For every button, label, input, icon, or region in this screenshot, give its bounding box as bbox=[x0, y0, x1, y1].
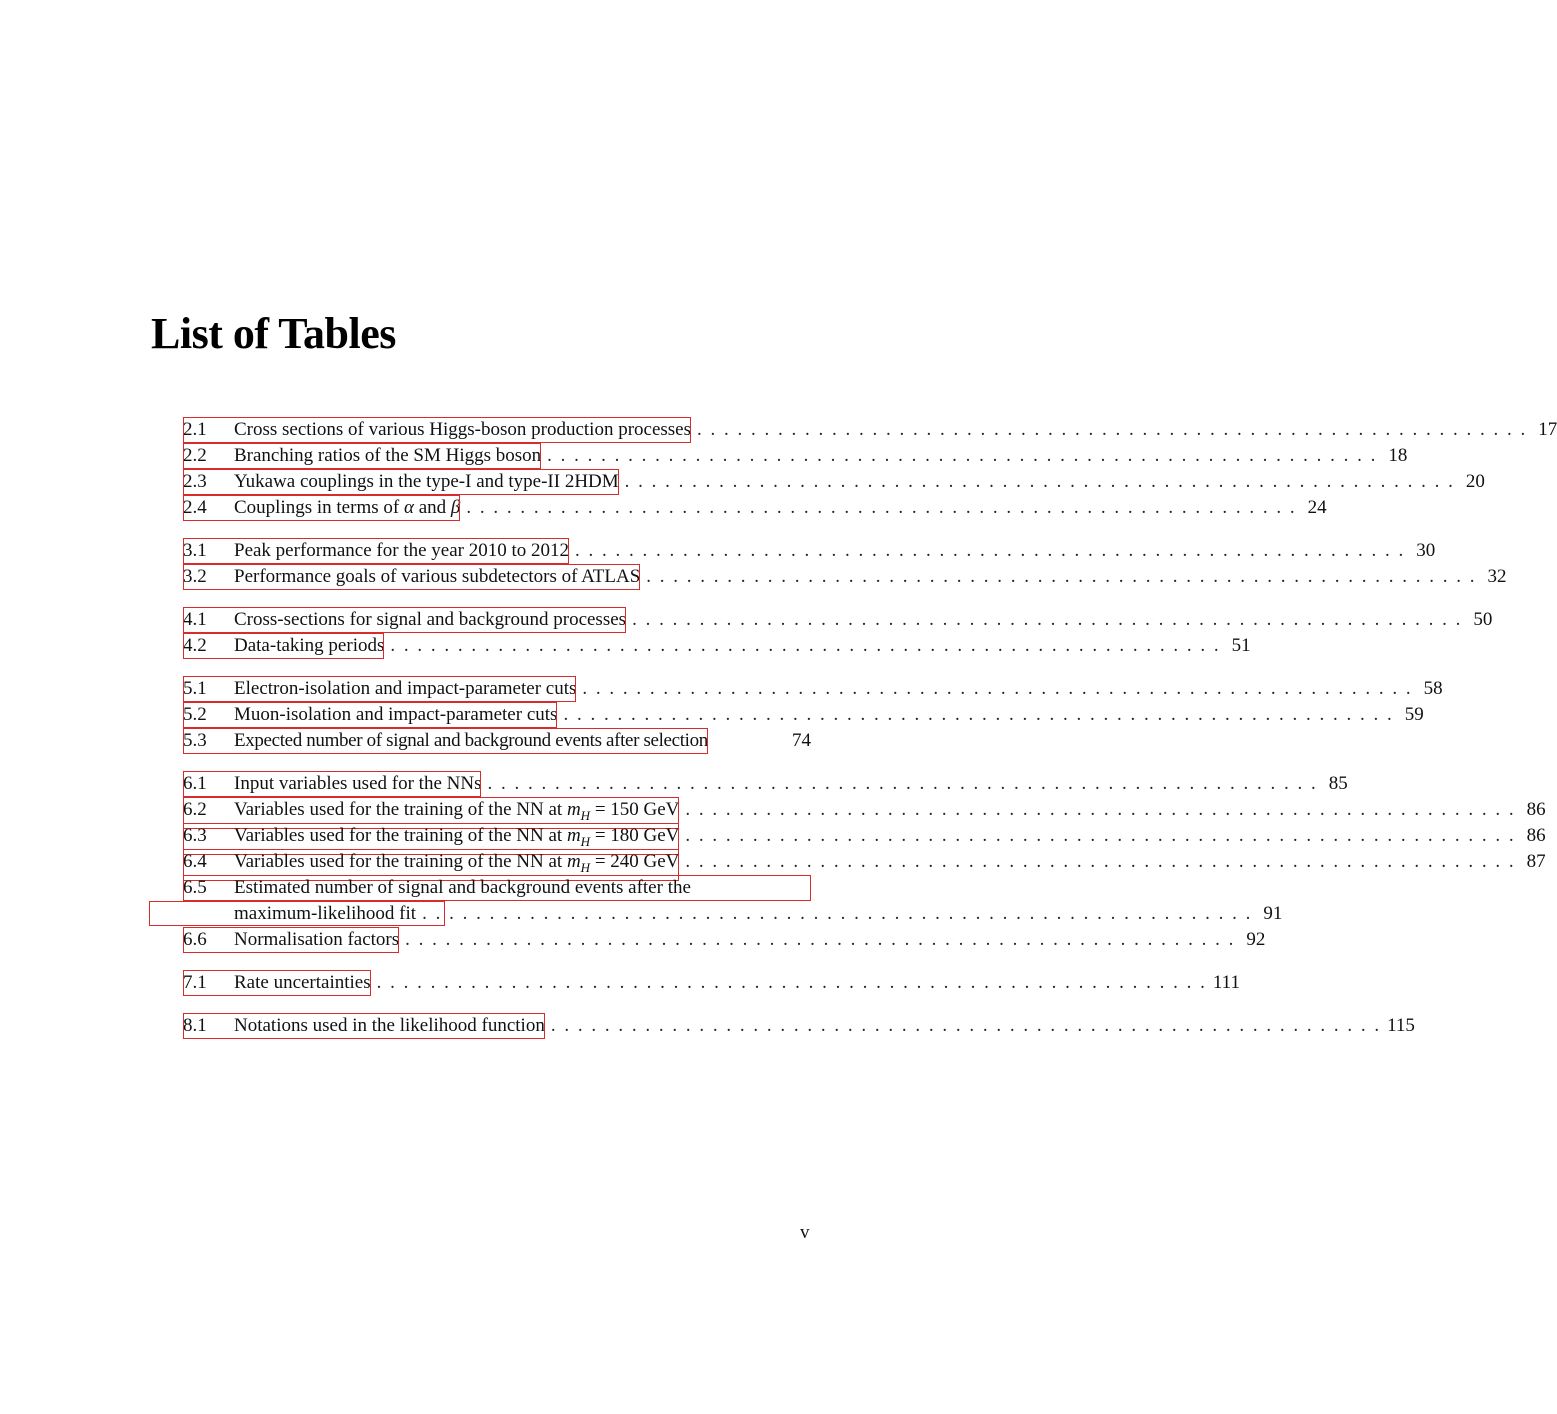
page-ref: 58 bbox=[1423, 678, 1443, 699]
page-ref: 59 bbox=[1404, 704, 1424, 725]
dot-leader bbox=[547, 443, 1377, 469]
toc-entry-5-3[interactable] bbox=[183, 728, 811, 754]
table-number: 6.1 bbox=[183, 773, 207, 794]
table-number: 3.2 bbox=[183, 566, 207, 587]
toc-link-6-1[interactable] bbox=[183, 771, 481, 797]
toc-link-5-3[interactable] bbox=[183, 728, 708, 754]
table-number: 5.3 bbox=[183, 730, 207, 751]
toc-entry-2-4[interactable] bbox=[183, 495, 1327, 521]
page-ref: 87 bbox=[1526, 851, 1546, 872]
beta-symbol: β bbox=[450, 497, 461, 518]
page-title: List of Tables bbox=[151, 309, 396, 358]
toc-group-chapter-8 bbox=[183, 1013, 1415, 1039]
page-ref: 91 bbox=[1263, 903, 1283, 924]
toc-entry-6-2[interactable] bbox=[183, 797, 1546, 823]
table-caption: Data-taking periods bbox=[234, 635, 385, 656]
dot-leader bbox=[405, 927, 1235, 953]
mass-subscript: H bbox=[580, 807, 591, 823]
mass-subscript: H bbox=[580, 833, 591, 849]
page-ref: 111 bbox=[1212, 972, 1240, 993]
page-ref: 51 bbox=[1231, 635, 1251, 656]
toc-entry-4-1[interactable] bbox=[183, 607, 1493, 633]
page-ref: 18 bbox=[1388, 445, 1408, 466]
toc-link-2-3[interactable] bbox=[183, 469, 619, 495]
dot-leader bbox=[625, 469, 1455, 495]
toc-entry-2-3[interactable] bbox=[183, 469, 1485, 495]
table-caption: Yukawa couplings in the type-I and type-II 2HDM bbox=[234, 471, 619, 492]
table-number: 8.1 bbox=[183, 1015, 207, 1036]
toc-link-3-1[interactable] bbox=[183, 538, 569, 564]
table-caption: Input variables used for the NNs bbox=[234, 773, 482, 794]
table-caption-connector: and bbox=[413, 497, 451, 518]
toc-group-chapter-2 bbox=[183, 417, 1557, 521]
toc-group-chapter-6 bbox=[183, 771, 1546, 953]
table-number: 3.1 bbox=[183, 540, 207, 561]
toc-entry-2-1[interactable] bbox=[183, 417, 1557, 443]
table-number: 6.6 bbox=[183, 929, 207, 950]
mass-value: = 180 GeV bbox=[590, 825, 680, 846]
toc-link-3-2[interactable] bbox=[183, 564, 640, 590]
toc-link-2-2[interactable] bbox=[183, 443, 541, 469]
table-number: 6.5 bbox=[183, 877, 207, 898]
toc-entry-3-2[interactable] bbox=[183, 564, 1507, 590]
mass-symbol: m bbox=[566, 799, 581, 820]
table-caption: Variables used for the training of the NN at bbox=[234, 825, 567, 846]
table-number: 5.2 bbox=[183, 704, 207, 725]
table-caption: Expected number of signal and background events after selection bbox=[234, 730, 708, 751]
table-number: 6.4 bbox=[183, 851, 207, 872]
table-caption: Cross-sections for signal and background processes bbox=[234, 609, 627, 630]
toc-entry-7-1[interactable] bbox=[183, 970, 1240, 996]
page-ref: 32 bbox=[1487, 566, 1507, 587]
dot-leader bbox=[575, 538, 1405, 564]
toc-group-chapter-5 bbox=[183, 676, 1443, 754]
table-number: 4.2 bbox=[183, 635, 207, 656]
table-caption-continued: maximum-likelihood fit bbox=[234, 903, 417, 924]
table-caption: Couplings in terms of bbox=[234, 497, 404, 518]
toc-link-4-1[interactable] bbox=[183, 607, 626, 633]
page-ref: 30 bbox=[1416, 540, 1436, 561]
toc-group-chapter-3 bbox=[183, 538, 1507, 590]
list-of-tables bbox=[183, 417, 1557, 1056]
table-number: 5.1 bbox=[183, 678, 207, 699]
toc-entry-6-4[interactable] bbox=[183, 849, 1546, 875]
mass-value: = 240 GeV bbox=[590, 851, 680, 872]
table-caption: Cross sections of various Higgs-boson production processes bbox=[234, 419, 692, 440]
table-caption: Normalisation factors bbox=[234, 929, 400, 950]
toc-link-5-1[interactable] bbox=[183, 676, 576, 702]
toc-link-8-1[interactable] bbox=[183, 1013, 545, 1039]
toc-link-7-1[interactable] bbox=[183, 970, 371, 996]
dot-leader bbox=[377, 970, 1207, 996]
page-ref: 74 bbox=[792, 730, 811, 751]
table-caption: Performance goals of various subdetectors of ATLAS bbox=[234, 566, 641, 587]
dot-leader bbox=[422, 901, 1252, 927]
table-caption: Variables used for the training of the NN at bbox=[234, 851, 567, 872]
table-caption: Rate uncertainties bbox=[234, 972, 371, 993]
toc-link-5-2[interactable] bbox=[183, 702, 557, 728]
toc-group-chapter-4 bbox=[183, 607, 1493, 659]
link-box-continuation[interactable] bbox=[149, 901, 445, 926]
toc-entry-5-2[interactable] bbox=[183, 702, 1424, 728]
toc-entry-6-6[interactable] bbox=[183, 927, 1266, 953]
dot-leader bbox=[697, 417, 1527, 443]
page-ref: 92 bbox=[1246, 929, 1266, 950]
toc-entry-2-2[interactable] bbox=[183, 443, 1408, 469]
dot-leader bbox=[685, 797, 1515, 823]
toc-entry-6-1[interactable] bbox=[183, 771, 1348, 797]
page-ref: 86 bbox=[1526, 825, 1546, 846]
dot-leader bbox=[466, 495, 1296, 521]
mass-symbol: m bbox=[566, 825, 581, 846]
table-number: 2.4 bbox=[183, 497, 207, 518]
toc-entry-5-1[interactable] bbox=[183, 676, 1443, 702]
dot-leader bbox=[551, 1013, 1381, 1039]
table-caption: Variables used for the training of the NN at bbox=[234, 799, 567, 820]
toc-link-2-4[interactable] bbox=[183, 495, 460, 521]
toc-entry-4-2[interactable] bbox=[183, 633, 1251, 659]
mass-value: = 150 GeV bbox=[590, 799, 680, 820]
table-number: 6.2 bbox=[183, 799, 207, 820]
table-number: 6.3 bbox=[183, 825, 207, 846]
dot-leader bbox=[390, 633, 1220, 659]
toc-group-chapter-7 bbox=[183, 970, 1240, 996]
dot-leader bbox=[646, 564, 1476, 590]
toc-entry-3-1[interactable] bbox=[183, 538, 1436, 564]
page-ref: 85 bbox=[1328, 773, 1348, 794]
toc-link-2-1[interactable] bbox=[183, 417, 691, 443]
table-number: 2.3 bbox=[183, 471, 207, 492]
table-number: 7.1 bbox=[183, 972, 207, 993]
dot-leader bbox=[685, 849, 1515, 875]
toc-entry-8-1[interactable] bbox=[183, 1013, 1415, 1039]
mass-subscript: H bbox=[580, 859, 591, 875]
alpha-symbol: α bbox=[403, 497, 414, 518]
toc-link-6-5[interactable] bbox=[183, 875, 811, 901]
page-ref: 20 bbox=[1465, 471, 1485, 492]
page-number: v bbox=[800, 1222, 810, 1243]
dot-leader bbox=[487, 771, 1317, 797]
dot-leader bbox=[563, 702, 1393, 728]
page-ref: 86 bbox=[1526, 799, 1546, 820]
page-ref: 24 bbox=[1307, 497, 1327, 518]
toc-entry-6-5[interactable] bbox=[183, 875, 1283, 927]
table-caption: Branching ratios of the SM Higgs boson bbox=[234, 445, 542, 466]
table-caption: Muon-isolation and impact-parameter cuts bbox=[234, 704, 558, 725]
table-number: 4.1 bbox=[183, 609, 207, 630]
page-ref: 115 bbox=[1387, 1015, 1415, 1036]
dot-leader bbox=[632, 607, 1462, 633]
toc-entry-6-3[interactable] bbox=[183, 823, 1546, 849]
table-number: 2.1 bbox=[183, 419, 207, 440]
table-number: 2.2 bbox=[183, 445, 207, 466]
toc-link-6-6[interactable] bbox=[183, 927, 399, 953]
toc-link-4-2[interactable] bbox=[183, 633, 384, 659]
mass-symbol: m bbox=[566, 851, 581, 872]
dot-leader bbox=[685, 823, 1515, 849]
table-caption: Estimated number of signal and background events after the bbox=[234, 877, 691, 898]
table-caption: Peak performance for the year 2010 to 2012 bbox=[234, 540, 570, 561]
page-ref: 17 bbox=[1538, 419, 1557, 440]
table-caption: Notations used in the likelihood function bbox=[234, 1015, 545, 1036]
dot-leader bbox=[582, 676, 1412, 702]
table-caption: Electron-isolation and impact-parameter cuts bbox=[234, 678, 577, 699]
page-ref: 50 bbox=[1473, 609, 1493, 630]
